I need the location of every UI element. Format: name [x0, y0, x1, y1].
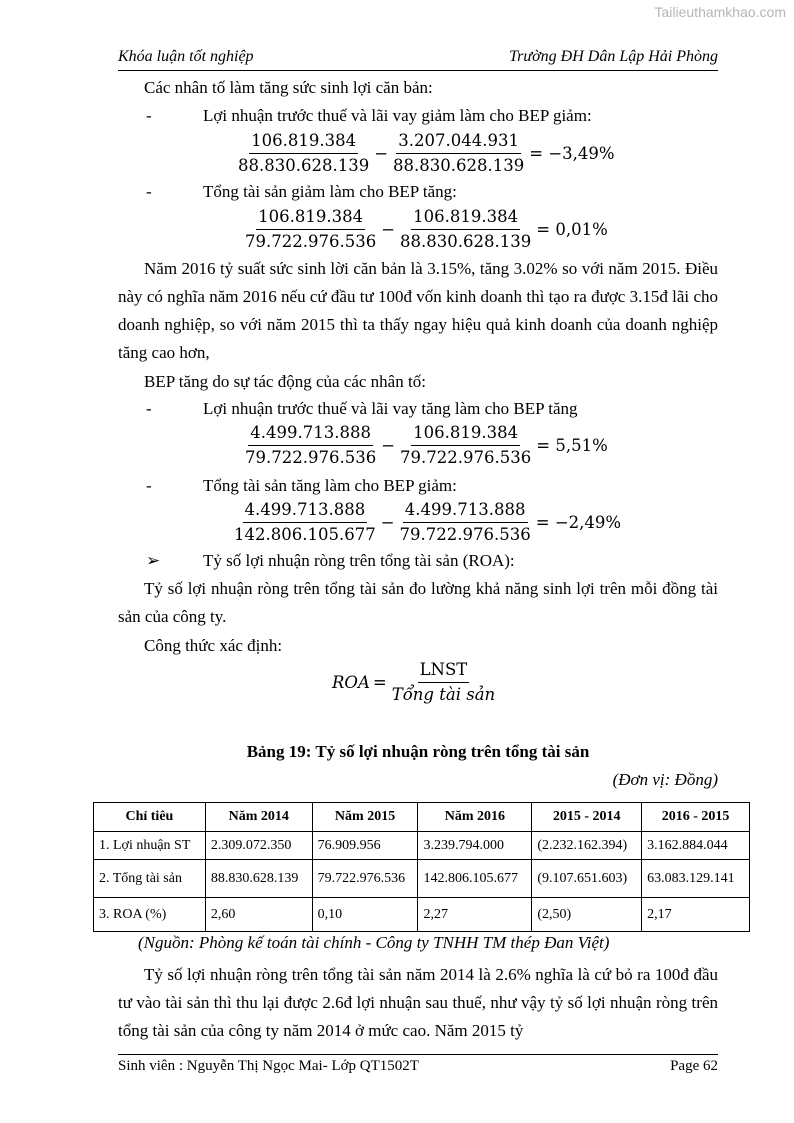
table-cell: (2.232.162.394)	[532, 832, 642, 860]
table-title: Bảng 19: Tỷ số lợi nhuận ròng trên tổng tài sản	[246, 742, 590, 761]
paragraph-2: Tỷ số lợi nhuận ròng trên tổng tài sản đo lường khả năng sinh lợi trên mỗi đồng tài sản của công ty.	[118, 579, 718, 626]
fraction	[232, 500, 378, 545]
header-right: Trường ĐH Dân Lập Hải Phòng	[509, 48, 718, 65]
intro-text: Các nhân tố làm tăng sức sinh lợi căn bản:	[144, 78, 433, 97]
header-left: Khóa luận tốt nghiệp	[118, 48, 254, 65]
table-header-cell: Năm 2015	[312, 803, 418, 832]
denominator: 88.830.628.139	[238, 156, 370, 175]
denominator: 79.722.976.536	[399, 525, 531, 544]
table-cell: 63.083.129.141	[642, 860, 750, 898]
table-cell: 2,27	[418, 898, 532, 932]
fraction	[390, 660, 497, 705]
numerator: 106.819.384	[411, 423, 520, 446]
operator: −	[380, 513, 395, 532]
table-cell: 2,60	[205, 898, 312, 932]
equation-1	[236, 131, 618, 176]
equation-2	[243, 207, 611, 252]
paragraph-1: Năm 2016 tỷ suất sức sinh lời căn bản là 3.15%, tăng 3.02% so với năm 2015. Điều này có nghĩa năm 2016 nếu cứ đầu tư 100đ vốn kinh doanh thì tạo ra được 3.15đ lãi cho doanh nghiệp, so với năm 2015 thì ta thấy ngay hiệu quả kinh doanh của doanh nghiệp tăng cao hơn,	[118, 259, 718, 362]
table-cell: 3.162.884.044	[642, 832, 750, 860]
denominator: 79.722.976.536	[400, 448, 532, 467]
table-header-cell: Năm 2014	[205, 803, 312, 832]
equation-4	[232, 500, 624, 545]
table-row	[94, 860, 750, 898]
roa-table	[93, 802, 750, 932]
numerator: 4.499.713.888	[403, 500, 528, 523]
denominator: 88.830.628.139	[400, 232, 532, 251]
equation-result: = −3,49%	[529, 144, 615, 163]
table-header-cell: 2015 - 2014	[532, 803, 642, 832]
formula-lhs: ROA	[332, 673, 370, 692]
numerator: LNST	[418, 660, 470, 683]
table-header-cell: 2016 - 2015	[642, 803, 750, 832]
numerator: 106.819.384	[256, 207, 365, 230]
numerator: 4.499.713.888	[243, 500, 368, 523]
table-header-cell: Năm 2016	[418, 803, 532, 832]
fraction	[398, 500, 533, 545]
table-cell: 88.830.628.139	[205, 860, 312, 898]
formula-equals: =	[372, 673, 387, 692]
table-cell: 3. ROA (%)	[94, 898, 206, 932]
table-cell: 2.309.072.350	[205, 832, 312, 860]
operator: −	[381, 436, 396, 455]
bullet-dash: -	[146, 476, 152, 495]
formula-label: Công thức xác định:	[144, 636, 283, 655]
numerator: 106.819.384	[411, 207, 520, 230]
table-header-cell: Chỉ tiêu	[94, 803, 206, 832]
table-cell: 76.909.956	[312, 832, 418, 860]
table-cell: (9.107.651.603)	[532, 860, 642, 898]
operator: −	[381, 220, 396, 239]
table-header-row	[94, 803, 750, 832]
fraction	[243, 207, 378, 252]
bullet-2: Tổng tài sản giảm làm cho BEP tăng:	[203, 182, 457, 201]
operator: −	[374, 144, 389, 163]
bep-factors-text: BEP tăng do sự tác động của các nhân tố:	[144, 372, 426, 391]
paragraph-3: Tỷ số lợi nhuận ròng trên tổng tài sản năm 2014 là 2.6% nghĩa là cứ bỏ ra 100đ đầu tư vào tài sản thì thu lại được 2.6đ lợi nhuận sau thuế, như vậy tỷ số lợi nhuận ròng trên tổng tài sản của công ty năm 2014 ở mức cao. Năm 2015 tỷ	[118, 965, 718, 1040]
table-cell: 3.239.794.000	[418, 832, 532, 860]
fraction	[398, 423, 533, 468]
table-cell: 2,17	[642, 898, 750, 932]
table-cell: 142.806.105.677	[418, 860, 532, 898]
bullet-4: Tổng tài sản tăng làm cho BEP giảm:	[203, 476, 457, 495]
fraction	[243, 423, 378, 468]
bullet-3: Lợi nhuận trước thuế và lãi vay tăng làm cho BEP tăng	[203, 399, 578, 418]
table-unit: (Đơn vị: Đồng)	[612, 770, 718, 789]
arrow-bullet-icon: ➢	[146, 551, 161, 570]
footer-divider	[118, 1054, 718, 1055]
watermark: Tailieuthamkhao.com	[654, 4, 786, 20]
table-cell: 1. Lợi nhuận ST	[94, 832, 206, 860]
numerator: 3.207.044.931	[396, 131, 521, 154]
fraction	[391, 131, 526, 176]
denominator: 142.806.105.677	[234, 525, 376, 544]
bullet-1: Lợi nhuận trước thuế và lãi vay giảm làm cho BEP giảm:	[203, 106, 592, 125]
bullet-dash: -	[146, 182, 152, 201]
equation-result: = 5,51%	[536, 436, 608, 455]
table-row	[94, 832, 750, 860]
header-divider	[118, 70, 718, 71]
denominator: Tổng tài sản	[391, 685, 496, 704]
denominator: 79.722.976.536	[245, 448, 377, 467]
fraction	[236, 131, 371, 176]
table-row	[94, 898, 750, 932]
denominator: 88.830.628.139	[393, 156, 525, 175]
equation-result: = −2,49%	[535, 513, 622, 532]
roa-heading: Tỷ số lợi nhuận ròng trên tổng tài sản (ROA):	[203, 551, 515, 570]
numerator: 4.499.713.888	[248, 423, 373, 446]
denominator: 79.722.976.536	[245, 232, 377, 251]
bullet-dash: -	[146, 106, 152, 125]
equation-3	[243, 423, 611, 468]
page-number: Page 62	[670, 1058, 718, 1074]
table-source: (Nguồn: Phòng kế toán tài chính - Công ty TNHH TM thép Đan Việt)	[138, 933, 610, 952]
table-cell: 79.722.976.536	[312, 860, 418, 898]
numerator: 106.819.384	[249, 131, 358, 154]
equation-result: = 0,01%	[536, 220, 608, 239]
fraction	[398, 207, 533, 252]
roa-formula	[332, 660, 497, 705]
footer-left: Sinh viên : Nguyễn Thị Ngọc Mai- Lớp QT1502T	[118, 1058, 419, 1074]
table-cell: 0,10	[312, 898, 418, 932]
table-cell: 2. Tổng tài sản	[94, 860, 206, 898]
bullet-dash: -	[146, 399, 152, 418]
table-cell: (2,50)	[532, 898, 642, 932]
